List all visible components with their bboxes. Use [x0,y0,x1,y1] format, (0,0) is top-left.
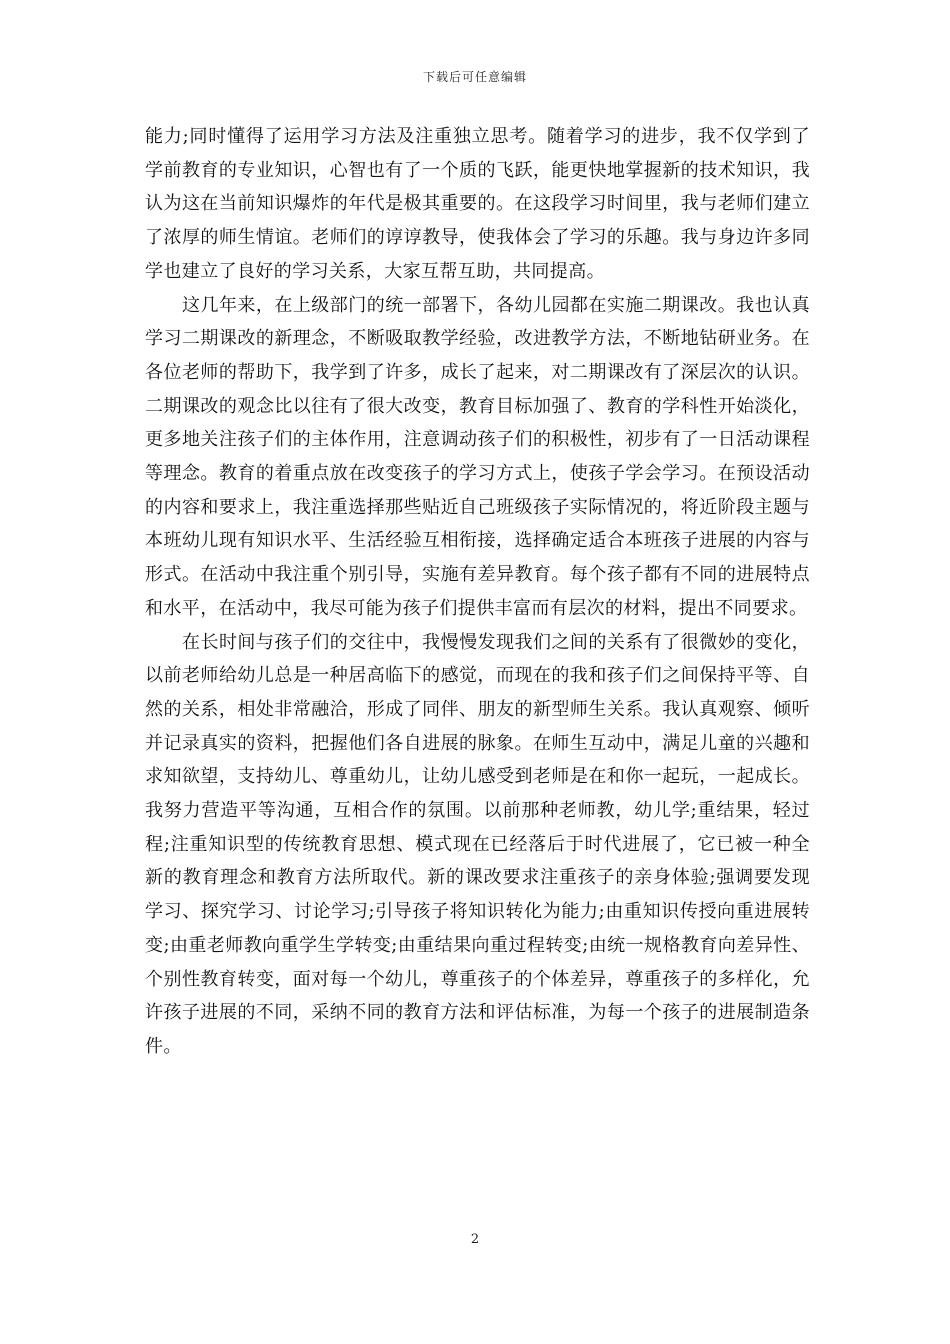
paragraph-1: 能力;同时懂得了运用学习方法及注重独立思考。随着学习的进步，我不仅学到了学前教育的专业知识，心智也有了一个质的飞跃，能更快地掌握新的技术知识，我认为这在当前知识爆炸的年代是极其重要的。在这段学习时间里，我与老师们建立了浓厚的师生情谊。老师们的谆谆教导，使我体会了学习的乐趣。我与身边许多同学也建立了良好的学习关系，大家互帮互助，共同提高。 [145,126,810,282]
page-header: 下载后可任意编辑 [422,70,527,84]
body-text [145,120,810,1064]
paragraph-2: 这几年来，在上级部门的统一部署下，各幼儿园都在实施二期课改。我也认真学习二期课改的新理念，不断吸取教学经验，改进教学方法，不断地钻研业务。在各位老师的帮助下，我学到了许多，成长了起来，对二期课改有了深层次的认识。二期课改的观念比以往有了很大改变，教育目标加强了、教育的学科性开始淡化，更多地关注孩子们的主体作用，注意调动孩子们的积极性，初步有了一日活动课程等理念。教育的着重点放在改变孩子的学习方式上，使孩子学会学习。在预设活动的内容和要求上，我注重选择那些贴近自己班级孩子实际情况的，将近阶段主题与本班幼儿现有知识水平、生活经验互相衔接，选择确定适合本班孩子进展的内容与形式。在活动中我注重个别引导，实施有差异教育。每个孩子都有不同的进展特点和水平，在活动中，我尽可能为孩子们提供丰富而有层次的材料，提出不同要求。 [145,294,810,619]
page-number: 2 [470,1232,480,1247]
paragraph-3: 在长时间与孩子们的交往中，我慢慢发现我们之间的关系有了很微妙的变化，以前老师给幼儿总是一种居高临下的感觉，而现在的我和孩子们之间保持平等、自然的关系，相处非常融洽，形成了同伴、朋友的新型师生关系。我认真观察、倾听并记录真实的资料，把握他们各自进展的脉象。在师生互动中，满足儿童的兴趣和求知欲望，支持幼儿、尊重幼儿，让幼儿感受到老师是在和你一起玩，一起成长。我努力营造平等沟通，互相合作的氛围。以前那种老师教，幼儿学;重结果，轻过程;注重知识型的传统教育思想、模式现在已经落后于时代进展了，它已被一种全新的教育理念和教育方法所取代。新的课改要求注重孩子的亲身体验;强调要发现学习、探究学习、讨论学习;引导孩子将知识转化为能力;由重知识传授向重进展转变;由重老师教向重学生学转变;由重结果向重过程转变;由统一规格教育向差异性、个别性教育转变，面对每一个幼儿，尊重孩子的个体差异，尊重孩子的多样化，允许孩子进展的不同，采纳不同的教育方法和评估标准，为每一个孩子的进展制造条件。 [145,631,810,1057]
